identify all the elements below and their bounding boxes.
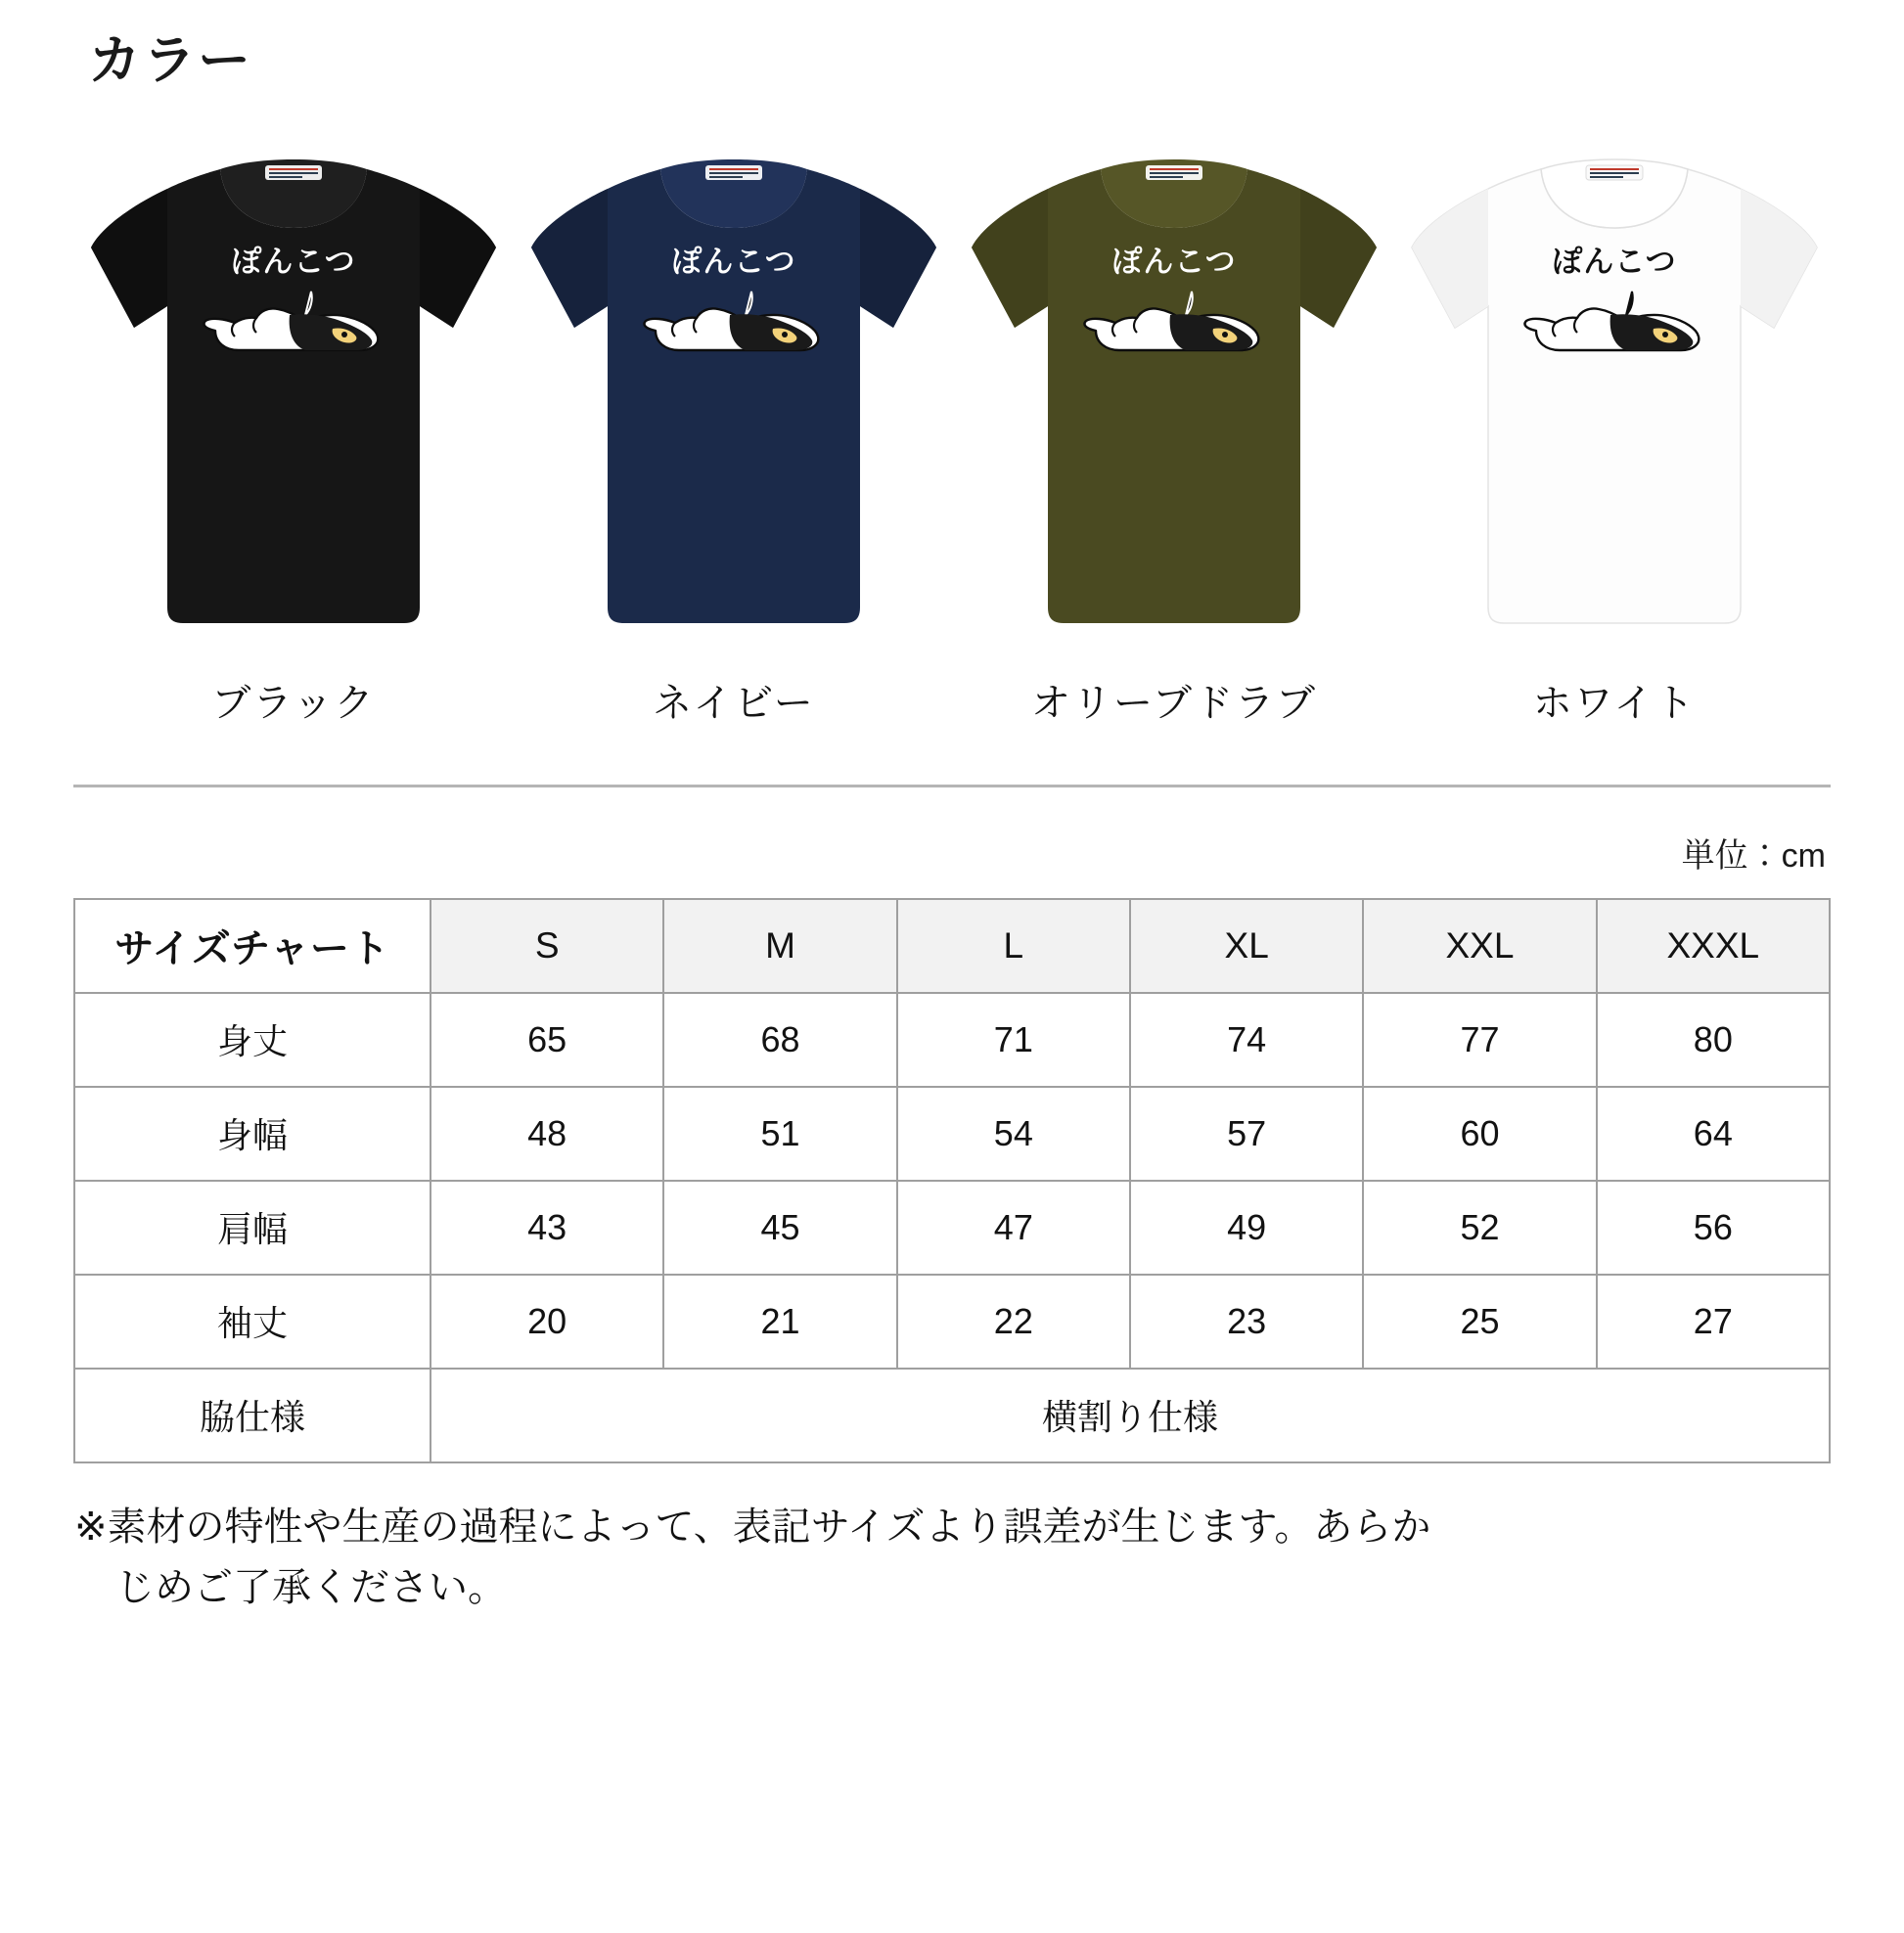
- color-variant-olive-drab[interactable]: [954, 142, 1394, 728]
- cell-body-length-s: 65: [431, 993, 663, 1087]
- tshirt-svg: [1394, 142, 1835, 651]
- size-header-m: M: [663, 899, 896, 993]
- cell-body-length-m: 68: [663, 993, 896, 1087]
- cell-body-width-xxl: 60: [1363, 1087, 1596, 1181]
- size-chart-table: [73, 898, 1831, 1463]
- color-variant-black[interactable]: [73, 142, 514, 728]
- divider: [73, 785, 1831, 787]
- size-header-s: S: [431, 899, 663, 993]
- tshirt-image-black: [73, 142, 514, 651]
- print-text: ぽんこつ: [1111, 244, 1237, 280]
- color-label-black: ブラック: [211, 681, 376, 725]
- table-row: [74, 993, 1830, 1087]
- cell-sleeve-length-m: 21: [663, 1275, 896, 1369]
- print-text: ぽんこつ: [231, 244, 356, 280]
- row-label-sleeve-length: 袖丈: [74, 1275, 431, 1369]
- size-header-xl: XL: [1130, 899, 1363, 993]
- size-chart-corner-label: サイズチャート: [74, 899, 431, 993]
- tshirt-svg: [514, 142, 954, 651]
- size-header-xxxl: XXXL: [1597, 899, 1830, 993]
- table-row: [74, 1275, 1830, 1369]
- cell-body-width-s: 48: [431, 1087, 663, 1181]
- color-variant-white[interactable]: [1394, 142, 1835, 728]
- cell-sleeve-length-l: 22: [897, 1275, 1130, 1369]
- cell-body-width-l: 54: [897, 1087, 1130, 1181]
- cell-shoulder-width-xl: 49: [1130, 1181, 1363, 1275]
- table-header-row: [74, 899, 1830, 993]
- print-text: ぽんこつ: [671, 244, 796, 280]
- tshirt-image-olive-drab: [954, 142, 1394, 651]
- color-variant-navy[interactable]: [514, 142, 954, 728]
- row-label-shoulder-width: 肩幅: [74, 1181, 431, 1275]
- size-header-xxl: XXL: [1363, 899, 1596, 993]
- cell-body-length-xxxl: 80: [1597, 993, 1830, 1087]
- cell-sleeve-length-xl: 23: [1130, 1275, 1363, 1369]
- row-label-body-width: 身幅: [74, 1087, 431, 1181]
- tshirt-svg: [73, 142, 514, 651]
- cell-sleeve-length-xxxl: 27: [1597, 1275, 1830, 1369]
- row-label-body-length: 身丈: [74, 993, 431, 1087]
- footnote-line-1: ※素材の特性や生産の過程によって、表記サイズより誤差が生じます。あらか: [74, 1505, 1431, 1549]
- cell-shoulder-width-l: 47: [897, 1181, 1130, 1275]
- cell-shoulder-width-xxl: 52: [1363, 1181, 1596, 1275]
- cell-shoulder-width-xxxl: 56: [1597, 1181, 1830, 1275]
- footnote: [74, 1497, 1830, 1618]
- color-label-white: ホワイト: [1532, 681, 1697, 725]
- cell-body-width-xxxl: 64: [1597, 1087, 1830, 1181]
- tshirt-svg: [954, 142, 1394, 651]
- color-label-navy: ネイビー: [653, 681, 815, 725]
- unit-note: 単位：cm: [1681, 836, 1826, 875]
- cell-shoulder-width-s: 43: [431, 1181, 663, 1275]
- cell-body-length-xxl: 77: [1363, 993, 1596, 1087]
- cell-body-width-m: 51: [663, 1087, 896, 1181]
- footnote-line-2: じめご了承ください。: [115, 1565, 507, 1609]
- color-label-olive-drab: オリーブドラブ: [1031, 681, 1317, 725]
- cell-body-length-xl: 74: [1130, 993, 1363, 1087]
- page-title: カラー: [88, 31, 252, 90]
- cell-sleeve-length-s: 20: [431, 1275, 663, 1369]
- tshirt-image-white: [1394, 142, 1835, 651]
- color-variant-row: [73, 142, 1831, 728]
- row-label-side-spec: 脇仕様: [74, 1369, 431, 1462]
- cell-sleeve-length-xxl: 25: [1363, 1275, 1596, 1369]
- print-text: ぽんこつ: [1552, 244, 1677, 280]
- table-row: [74, 1087, 1830, 1181]
- table-row: [74, 1369, 1830, 1462]
- tshirt-image-navy: [514, 142, 954, 651]
- cell-shoulder-width-m: 45: [663, 1181, 896, 1275]
- cell-body-width-xl: 57: [1130, 1087, 1363, 1181]
- product-color-and-size-page: [0, 29, 1904, 1933]
- cell-side-spec-value: 横割り仕様: [431, 1369, 1830, 1462]
- size-header-l: L: [897, 899, 1130, 993]
- table-row: [74, 1181, 1830, 1275]
- cell-body-length-l: 71: [897, 993, 1130, 1087]
